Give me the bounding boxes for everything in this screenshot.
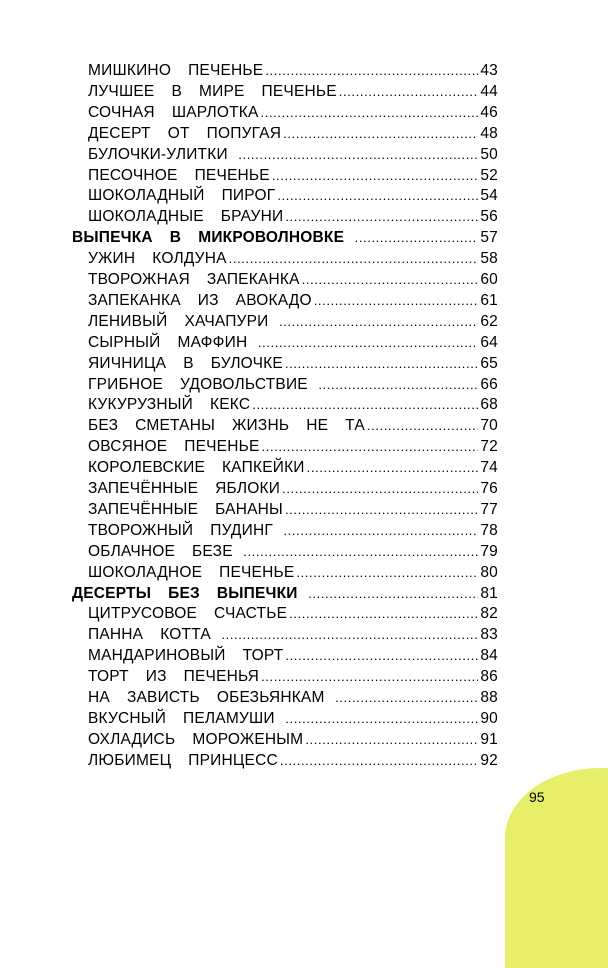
dot-leader bbox=[221, 627, 478, 642]
dot-leader bbox=[285, 648, 478, 663]
toc-page-number: 70 bbox=[480, 417, 498, 435]
toc-page-number: 43 bbox=[480, 62, 498, 79]
dot-leader bbox=[277, 188, 478, 203]
toc-entry-title: ЗАПЕЧЁННЫЕ ЯБЛОКИ bbox=[88, 480, 281, 497]
toc-page-number: 64 bbox=[480, 333, 498, 351]
toc-entry-row bbox=[88, 564, 498, 586]
toc-entry-title: ПАННА КОТТА bbox=[88, 626, 220, 644]
dot-leader bbox=[289, 606, 478, 621]
toc-entry-title: БЕЗ СМЕТАНЫ ЖИЗНЬ НЕ ТА bbox=[88, 417, 365, 435]
toc-page-number: 57 bbox=[480, 229, 498, 247]
toc-entry-title: ШОКОЛАДНЫЙ ПИРОГ bbox=[88, 187, 276, 205]
toc-entry-title: ШОКОЛАДНОЕ ПЕЧЕНЬЕ bbox=[88, 563, 295, 581]
toc-page-number: 78 bbox=[480, 521, 498, 539]
toc-entry-row bbox=[88, 438, 498, 460]
dot-leader bbox=[285, 502, 478, 517]
toc-entry-title: ВКУСНЫЙ ПЕЛАМУШИ bbox=[88, 709, 284, 727]
toc-entry-title: КУКУРУЗНЫЙ КЕКС bbox=[88, 396, 251, 414]
page-number: 95 bbox=[529, 789, 545, 805]
dot-leader bbox=[305, 732, 478, 747]
toc-entry-title: ПЕСОЧНОЕ ПЕЧЕНЬЕ bbox=[88, 166, 270, 184]
toc-page-number: 79 bbox=[480, 542, 498, 560]
dot-leader bbox=[279, 314, 478, 329]
toc-entry-row bbox=[88, 689, 498, 711]
toc-entry-row bbox=[88, 334, 498, 356]
dot-leader bbox=[282, 481, 478, 496]
toc-page-number: 81 bbox=[480, 584, 498, 602]
toc-entry-row bbox=[88, 731, 498, 753]
toc-section-title: ВЫПЕЧКА В МИКРОВОЛНОВКЕ bbox=[72, 229, 353, 247]
toc-entry-row bbox=[88, 417, 498, 439]
toc-entry-row bbox=[88, 668, 498, 690]
toc-entry-title: КОРОЛЕВСКИЕ КАПКЕЙКИ bbox=[88, 459, 305, 477]
toc-entry-row bbox=[88, 501, 498, 523]
toc-page-number: 88 bbox=[480, 689, 498, 706]
toc-page-number: 86 bbox=[480, 668, 498, 686]
dot-leader bbox=[367, 418, 478, 433]
toc-entry-title: ЦИТРУСОВОЕ СЧАСТЬЕ bbox=[88, 605, 288, 623]
toc-entry-row bbox=[88, 313, 498, 335]
toc-entry-row bbox=[88, 146, 498, 168]
dot-leader bbox=[307, 460, 478, 475]
toc-entry-row bbox=[88, 459, 498, 481]
toc-section-row bbox=[72, 229, 498, 251]
toc-page-number: 82 bbox=[480, 605, 498, 623]
dot-leader bbox=[283, 523, 478, 538]
toc-entry-title: ШОКОЛАДНЫЕ БРАУНИ bbox=[88, 208, 284, 226]
dot-leader bbox=[283, 126, 478, 141]
toc-entry-title: ЯИЧНИЦА В БУЛОЧКЕ bbox=[88, 354, 283, 372]
toc-page-number: 60 bbox=[480, 271, 498, 288]
dot-leader bbox=[272, 168, 478, 183]
dot-leader bbox=[262, 439, 478, 454]
dot-leader bbox=[261, 669, 478, 684]
toc-entry-row bbox=[88, 271, 498, 293]
toc-entry-row bbox=[88, 480, 498, 502]
toc-page-number: 52 bbox=[480, 166, 498, 184]
dot-leader bbox=[335, 690, 478, 705]
toc-page-number: 58 bbox=[480, 250, 498, 268]
toc-entry-row bbox=[88, 62, 498, 84]
toc-entry-row bbox=[88, 522, 498, 544]
toc-entry-row bbox=[88, 208, 498, 230]
toc-entry-title: СОЧНАЯ ШАРЛОТКА bbox=[88, 103, 259, 121]
dot-leader bbox=[265, 63, 478, 78]
toc-entry-title: МИШКИНО ПЕЧЕНЬЕ bbox=[88, 62, 264, 79]
toc-entry-row bbox=[88, 710, 498, 732]
toc-entry-row bbox=[88, 187, 498, 209]
toc-page-number: 92 bbox=[480, 751, 498, 769]
toc-page-number: 68 bbox=[480, 396, 498, 414]
toc-entry-title: ОВСЯНОЕ ПЕЧЕНЬЕ bbox=[88, 438, 260, 456]
toc-page-number: 72 bbox=[480, 438, 498, 456]
toc-page-number: 74 bbox=[480, 459, 498, 477]
dot-leader bbox=[238, 147, 478, 162]
toc-entry-row bbox=[88, 167, 498, 189]
toc-entry-title: ДЕСЕРТ ОТ ПОПУГАЯ bbox=[88, 124, 282, 142]
toc-page-number: 80 bbox=[480, 563, 498, 581]
toc-page-number: 62 bbox=[480, 312, 498, 330]
toc-entry-row bbox=[88, 376, 498, 398]
toc-entry-row bbox=[88, 543, 498, 565]
dot-leader bbox=[339, 84, 478, 99]
dot-leader bbox=[285, 356, 478, 371]
toc-entry-row bbox=[88, 83, 498, 105]
toc-page-number: 77 bbox=[480, 500, 498, 518]
toc-entry-row bbox=[88, 292, 498, 314]
toc-entry-title: БУЛОЧКИ-УЛИТКИ bbox=[88, 145, 237, 163]
toc-entry-row bbox=[88, 605, 498, 627]
toc-page-number: 54 bbox=[480, 187, 498, 205]
toc-entry-title: МАНДАРИНОВЫЙ ТОРТ bbox=[88, 647, 284, 665]
toc-entry-row bbox=[88, 355, 498, 377]
toc-page-number: 66 bbox=[480, 375, 498, 393]
page-corner-decoration bbox=[505, 768, 608, 968]
toc-page-number: 50 bbox=[480, 145, 498, 163]
toc-entry-title: ЗАПЕЧЁННЫЕ БАНАНЫ bbox=[88, 500, 283, 518]
dot-leader bbox=[355, 230, 478, 245]
dot-leader bbox=[252, 397, 478, 412]
toc-entry-title: ЛЮБИМЕЦ ПРИНЦЕСС bbox=[88, 751, 278, 769]
dot-leader bbox=[302, 272, 478, 287]
toc-entry-row bbox=[88, 626, 498, 648]
dot-leader bbox=[229, 251, 478, 266]
dot-leader bbox=[314, 293, 478, 308]
toc-page-number: 83 bbox=[480, 626, 498, 644]
toc-entry-title: СЫРНЫЙ МАФФИН bbox=[88, 333, 256, 351]
toc-entry-title: ОБЛАЧНОЕ БЕЗЕ bbox=[88, 542, 242, 560]
dot-leader bbox=[258, 335, 478, 350]
toc-page-number: 48 bbox=[480, 124, 498, 142]
dot-leader bbox=[285, 711, 478, 726]
toc-page-number: 65 bbox=[480, 354, 498, 372]
toc-page-number: 61 bbox=[480, 291, 498, 309]
dot-leader bbox=[261, 105, 478, 120]
toc-entry-title: ТОРТ ИЗ ПЕЧЕНЬЯ bbox=[88, 668, 260, 686]
toc-entry-row bbox=[88, 396, 498, 418]
toc-section-row bbox=[72, 585, 498, 607]
toc-page-number: 91 bbox=[480, 730, 498, 748]
toc-entry-row bbox=[88, 104, 498, 126]
toc-entry-title: НА ЗАВИСТЬ ОБЕЗЬЯНКАМ bbox=[88, 689, 334, 706]
toc-page-number: 56 bbox=[480, 208, 498, 226]
toc-entry-title: ЗАПЕКАНКА ИЗ АВОКАДО bbox=[88, 291, 312, 309]
toc-entry-title: УЖИН КОЛДУНА bbox=[88, 250, 227, 268]
toc-section-title: ДЕСЕРТЫ БЕЗ ВЫПЕЧКИ bbox=[72, 584, 307, 602]
toc-entry-row bbox=[88, 125, 498, 147]
dot-leader bbox=[308, 586, 478, 601]
toc-entry-title: ГРИБНОЕ УДОВОЛЬСТВИЕ bbox=[88, 375, 317, 393]
toc-page-number: 44 bbox=[480, 82, 498, 100]
toc-entry-row bbox=[88, 250, 498, 272]
toc-page-number: 76 bbox=[480, 480, 498, 497]
toc-page-number: 90 bbox=[480, 709, 498, 727]
toc-page-number: 84 bbox=[480, 647, 498, 665]
dot-leader bbox=[280, 753, 478, 768]
toc-entry-title: ТВОРОЖНАЯ ЗАПЕКАНКА bbox=[88, 271, 300, 288]
dot-leader bbox=[318, 377, 478, 392]
dot-leader bbox=[285, 209, 478, 224]
dot-leader bbox=[296, 565, 478, 580]
toc-entry-row bbox=[88, 752, 498, 774]
toc-page-number: 46 bbox=[480, 103, 498, 121]
toc-entry-title: ОХЛАДИСЬ МОРОЖЕНЫМ bbox=[88, 730, 304, 748]
toc-entry-row bbox=[88, 647, 498, 669]
toc-entry-title: ЛУЧШЕЕ В МИРЕ ПЕЧЕНЬЕ bbox=[88, 82, 337, 100]
dot-leader bbox=[243, 544, 478, 559]
toc-entry-title: ТВОРОЖНЫЙ ПУДИНГ bbox=[88, 521, 282, 539]
toc-entry-title: ЛЕНИВЫЙ ХАЧАПУРИ bbox=[88, 312, 277, 330]
